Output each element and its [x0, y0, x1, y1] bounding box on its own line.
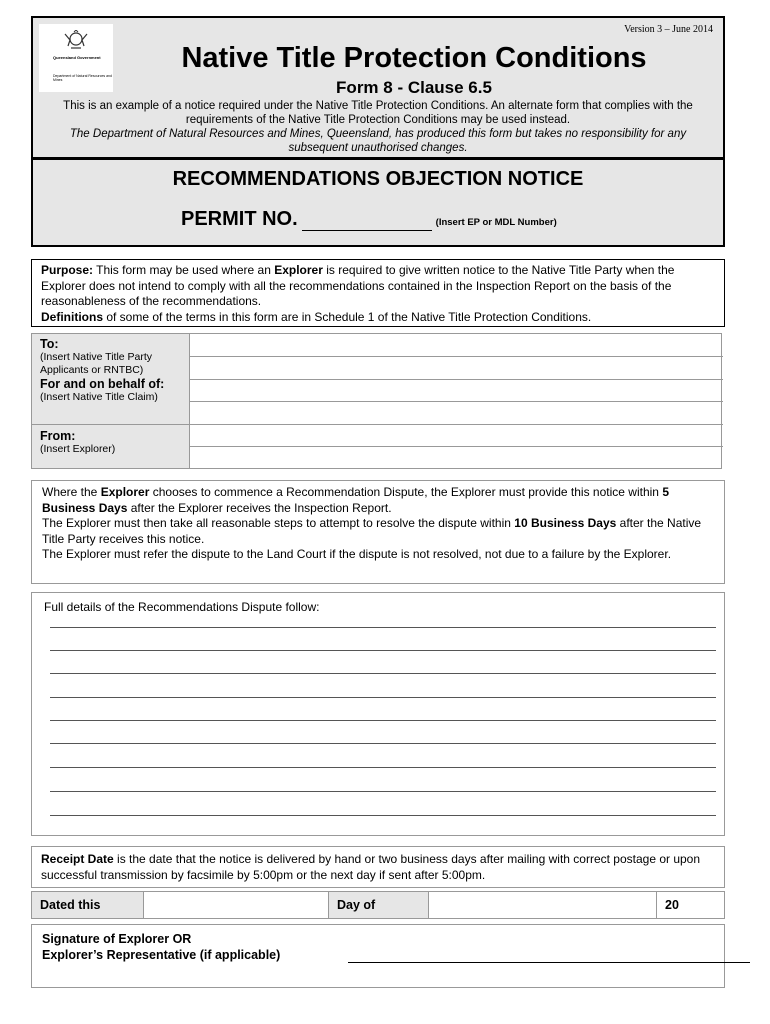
signature-label: Signature of Explorer OR [42, 932, 192, 946]
page-title: Native Title Protection Conditions [181, 42, 647, 74]
address-labels-column [32, 334, 190, 468]
dated-row [31, 891, 725, 919]
on-behalf-label: For and on behalf of: [40, 377, 165, 391]
details-line[interactable] [50, 743, 716, 744]
year-field[interactable]: 20 [665, 898, 679, 912]
receipt-text: is the date that the notice is delivered by hand or two business days after mailing with correct postage or upon successful transmission by facsimile by 5:00pm or the next day if sent after 5:00pm. [41, 852, 701, 882]
address-table [31, 333, 722, 469]
dispute-text: after the Explorer receives the Inspection Report. [127, 500, 392, 515]
details-line[interactable] [50, 650, 716, 651]
from-hint: (Insert Explorer) [40, 443, 116, 455]
definitions-label: Definitions [41, 309, 103, 324]
to-field-line[interactable] [190, 379, 723, 380]
form-header [31, 16, 725, 247]
disclaimer-text: The Department of Natural Resources and Mines, Queensland, has produced this form but takes no responsibility for any subsequent unauthorised changes. [69, 128, 687, 154]
dispute-text: Where the [42, 485, 101, 499]
day-of-label: Day of [329, 892, 429, 918]
from-separator [32, 424, 190, 425]
purpose-label: Purpose: [41, 263, 94, 277]
to-block [40, 337, 180, 404]
receipt-label: Receipt Date [41, 852, 114, 866]
on-behalf-hint: (Insert Native Title Claim) [40, 391, 158, 403]
behalf-field-line[interactable] [190, 401, 723, 402]
month-field[interactable] [429, 892, 657, 918]
intro-text: This is an example of a notice required under the Native Title Protection Conditions. An alternate form that complies with the requirements of the Native Title Protection Conditions may be used instead. [63, 100, 693, 126]
notice-title: RECOMMENDATIONS OBJECTION NOTICE [172, 168, 584, 190]
dispute-text: The Explorer must refer the dispute to the Land Court if the dispute is not resolved, not due to a failure by the Explorer. [42, 547, 672, 561]
logo-text-department: Department of Natural Resources and Mines [53, 74, 112, 82]
version-label: Version 3 – June 2014 [624, 24, 713, 35]
logo-text-government: Queensland Government [53, 55, 101, 60]
from-field-line[interactable] [190, 424, 723, 425]
purpose-text-2: is required to give written notice to the Native Title Party when the Explorer does not intend to comply with all the recommendations contained in the Inspection Report on the basis of the reasonableness of the recommendations. [41, 263, 675, 308]
details-line[interactable] [50, 627, 716, 628]
to-hint: (Insert Native Title Party Applicants or RNTBC) [40, 351, 153, 376]
details-label: Full details of the Recommendations Dispute follow: [44, 600, 320, 614]
permit-row [181, 208, 557, 231]
purpose-text-1: This form may be used where an [93, 263, 275, 277]
permit-label: PERMIT NO. [181, 208, 298, 230]
from-block [40, 429, 115, 456]
five-business-days: 5 Business Days [42, 485, 669, 515]
dispute-text: chooses to commence a Recommendation Dispute, the Explorer must provide this notice within [149, 485, 663, 499]
definitions-text: of some of the terms in this form are in Schedule 1 of the Native Title Protection Conditions. [103, 309, 592, 324]
dispute-text: The Explorer must then take all reasonable steps to attempt to resolve the dispute within [42, 516, 515, 530]
dispute-explorer-term: Explorer [100, 485, 150, 499]
receipt-box [31, 846, 725, 888]
details-line[interactable] [50, 815, 716, 816]
purpose-explorer-term: Explorer [274, 263, 323, 277]
from-label: From: [40, 429, 76, 443]
details-line[interactable] [50, 791, 716, 792]
signature-field[interactable] [348, 962, 750, 963]
details-line[interactable] [50, 720, 716, 721]
purpose-box [31, 259, 725, 327]
ten-business-days: 10 Business Days [514, 516, 617, 530]
to-field-line[interactable] [190, 356, 723, 357]
details-line[interactable] [50, 697, 716, 698]
details-line[interactable] [50, 673, 716, 674]
signature-box [31, 924, 725, 988]
details-line[interactable] [50, 767, 716, 768]
day-field[interactable] [144, 892, 329, 918]
dated-this-label: Dated this [32, 892, 144, 918]
form-subtitle: Form 8 - Clause 6.5 [336, 78, 492, 97]
permit-number-field[interactable] [302, 212, 432, 231]
from-field-line[interactable] [190, 446, 723, 447]
permit-hint: (Insert EP or MDL Number) [435, 217, 557, 228]
dispute-info-box [31, 480, 725, 584]
details-box [31, 592, 725, 836]
dispute-text: after the Native Title Party receives this notice. [42, 516, 702, 546]
representative-label: Explorer’s Representative (if applicable) [42, 948, 281, 962]
to-label: To: [40, 337, 59, 351]
header-divider [33, 157, 723, 160]
